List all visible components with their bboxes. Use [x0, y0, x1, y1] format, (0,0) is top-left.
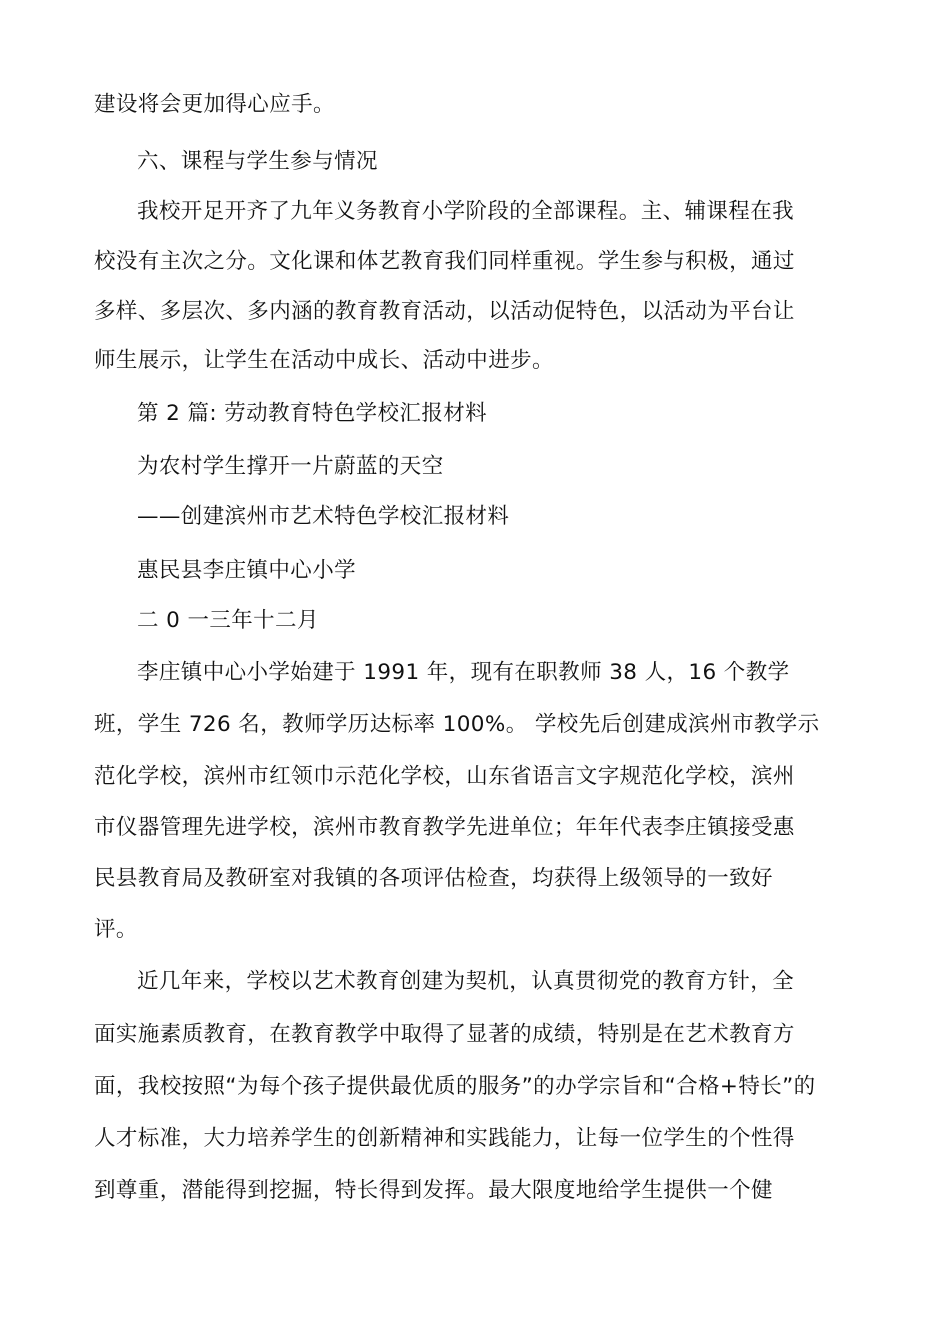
article-title: 为农村学生撑开一片蔚蓝的天空 [137, 454, 444, 479]
text-line: 校没有主次之分。文化课和体艺教育我们同样重视。学生参与积极，通过 [94, 249, 795, 274]
text-line: 近几年来，学校以艺术教育创建为契机，认真贯彻党的教育方针，全 [137, 969, 795, 994]
author-line: 惠民县李庄镇中心小学 [137, 558, 357, 583]
text-line: 面实施素质教育，在教育教学中取得了显著的成绩，特别是在艺术教育方 [94, 1022, 795, 1047]
section-heading: 六、课程与学生参与情况 [137, 149, 378, 174]
text-line: 人才标准，大力培养学生的创新精神和实践能力，让每一位学生的个性得 [94, 1126, 795, 1151]
text-line: 评。 [94, 917, 138, 942]
text-line: 民县教育局及教研室对我镇的各项评估检查，均获得上级领导的一致好 [94, 866, 773, 891]
text-line: 班，学生 726 名，教师学历达标率 100%。 学校先后创建成滨州市教学示 [94, 712, 820, 737]
text-line: 范化学校，滨州市红领巾示范化学校，山东省语言文字规范化学校，滨州 [94, 764, 795, 789]
text-line: 市仪器管理先进学校，滨州市教育教学先进单位；年年代表李庄镇接受惠 [94, 815, 795, 840]
article-subtitle: ——创建滨州市艺术特色学校汇报材料 [137, 504, 510, 529]
text-line: 建设将会更加得心应手。 [94, 92, 335, 117]
text-line: 多样、多层次、多内涵的教育教育活动，以活动促特色，以活动为平台让 [94, 299, 795, 324]
date-line: 二 0 一三年十二月 [137, 608, 319, 633]
text-line: 我校开足开齐了九年义务教育小学阶段的全部课程。主、辅课程在我 [137, 199, 795, 224]
text-line: 李庄镇中心小学始建于 1991 年，现有在职教师 38 人，16 个教学 [137, 660, 790, 685]
text-line: 师生展示，让学生在活动中成长、活动中进步。 [94, 348, 554, 373]
text-line: 到尊重，潜能得到挖掘，特长得到发挥。最大限度地给学生提供一个健 [94, 1178, 773, 1203]
article-heading: 第 2 篇: 劳动教育特色学校汇报材料 [137, 401, 488, 426]
text-line: 面，我校按照“为每个孩子提供最优质的服务”的办学宗旨和“合格+特长”的 [94, 1074, 816, 1099]
